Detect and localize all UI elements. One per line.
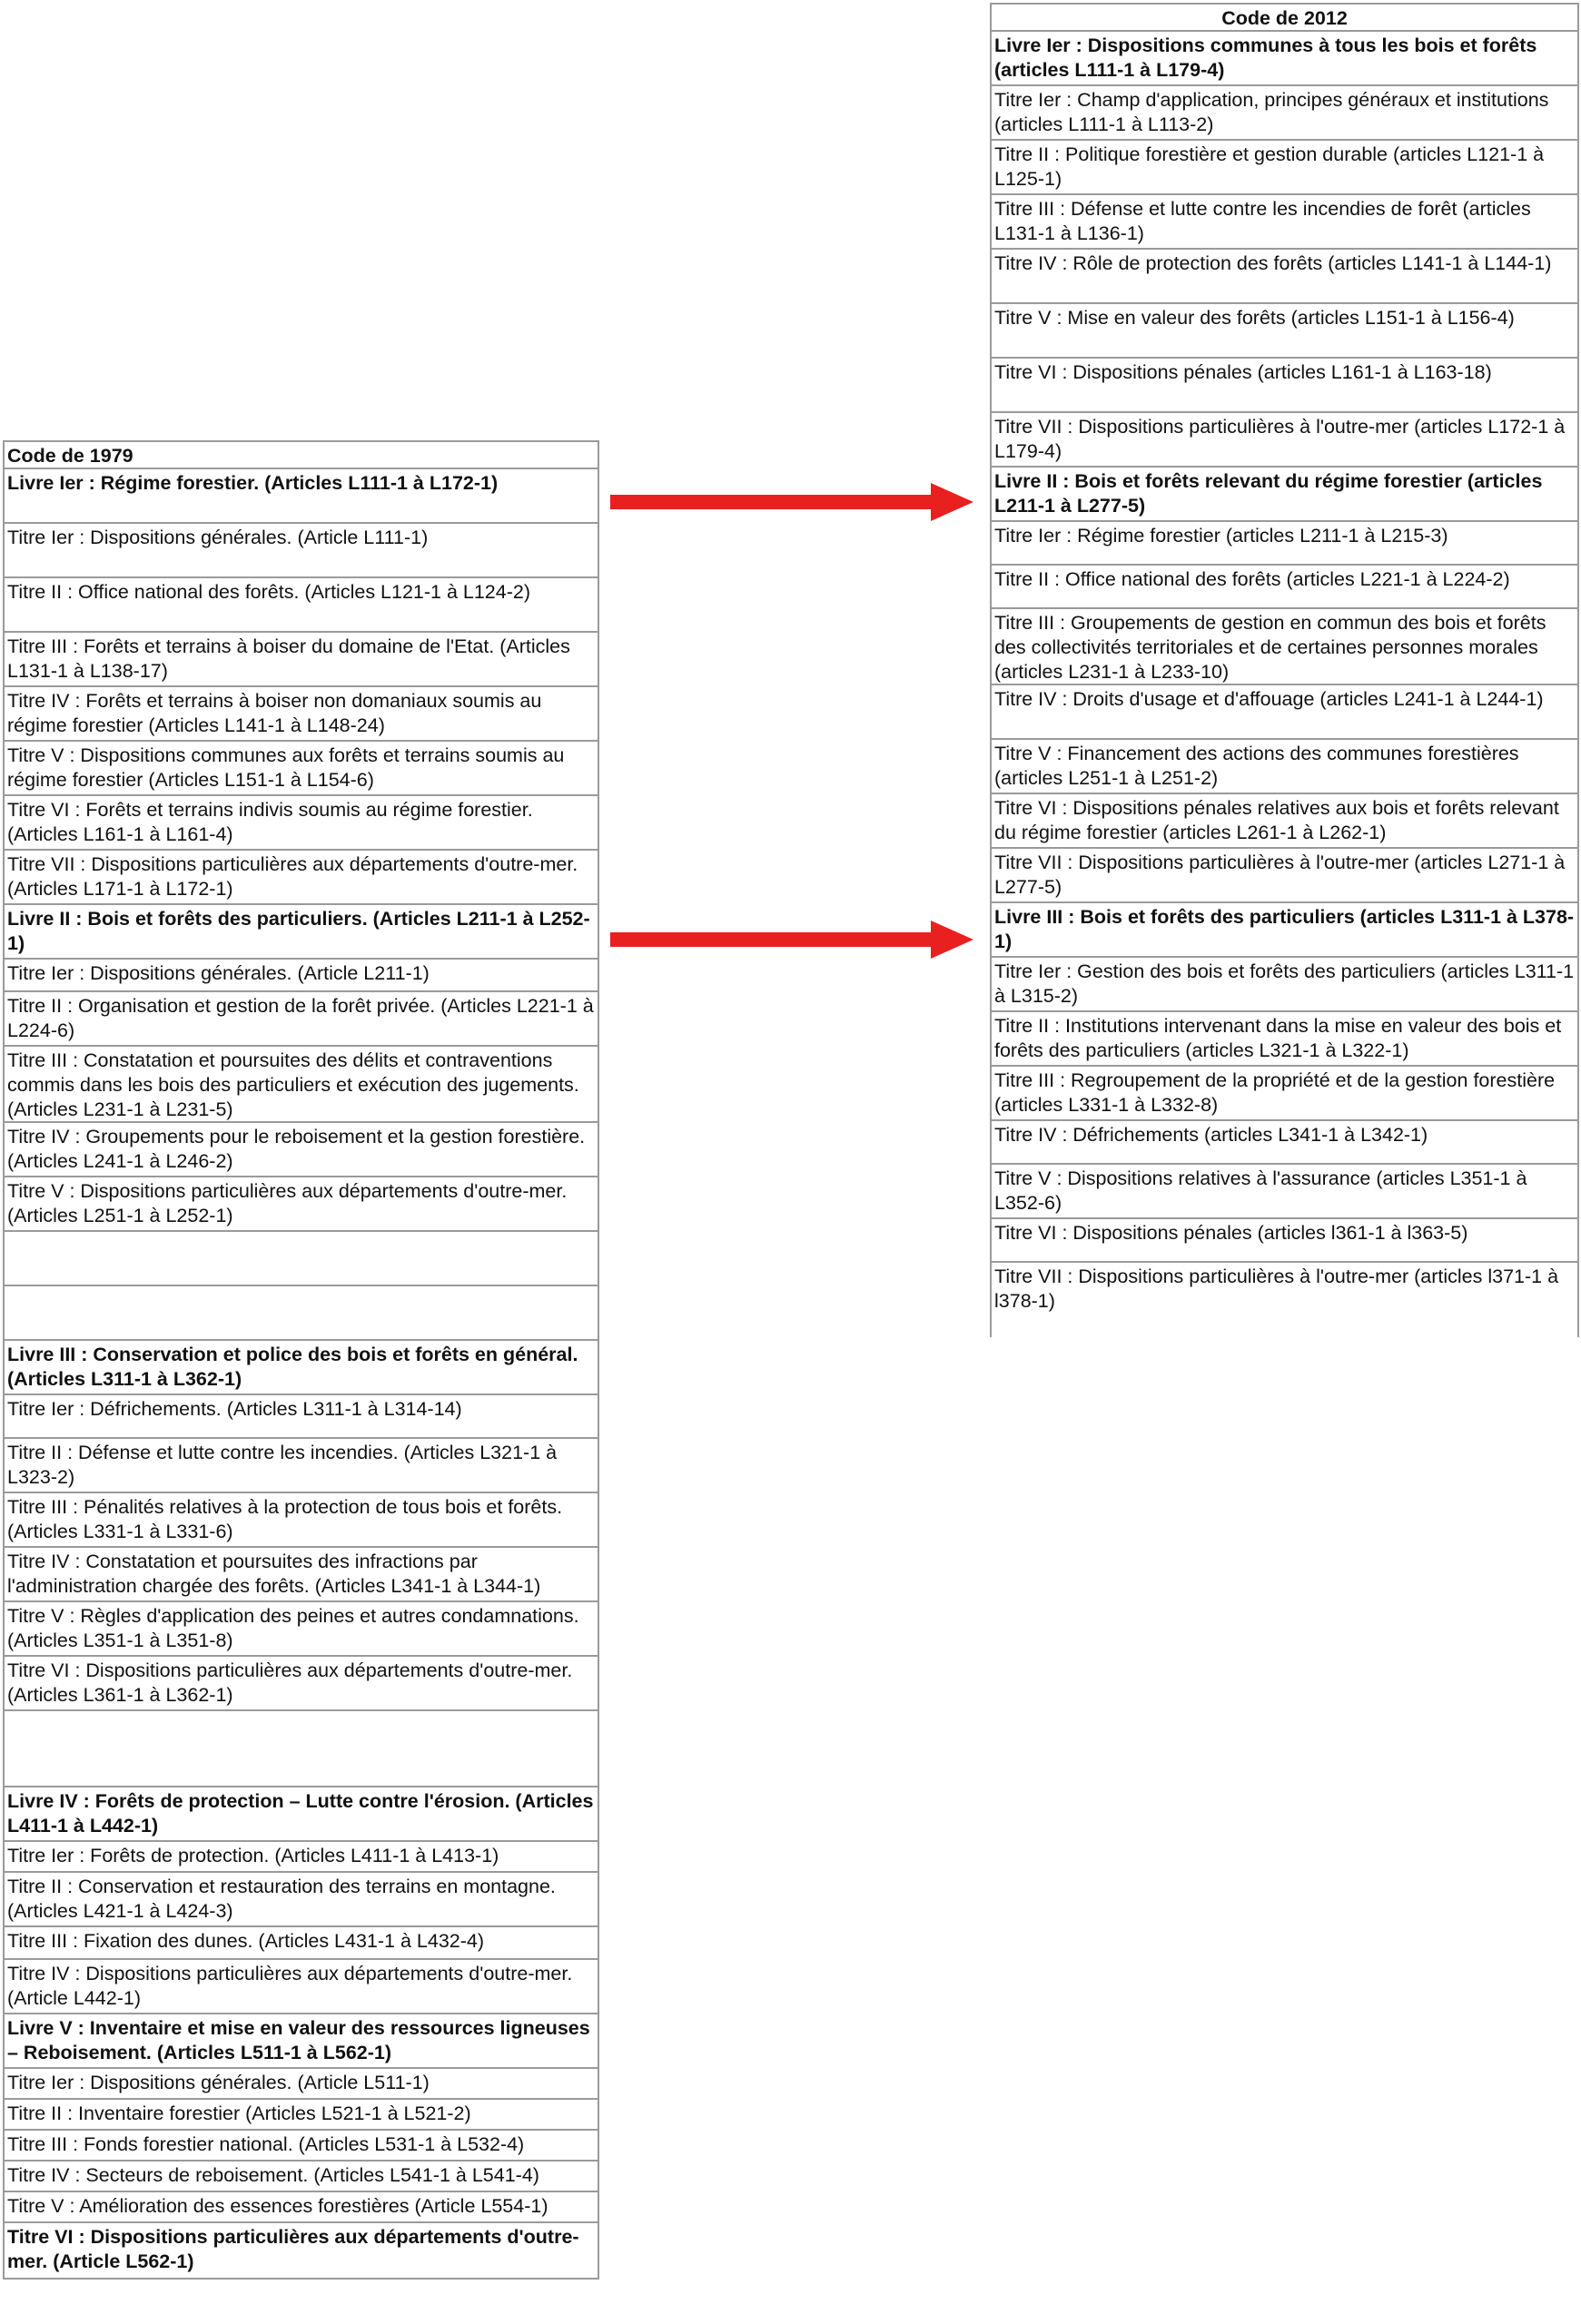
code1979-row-titre-iv-forets: Titre IV : Forêts et terrains à boiser non domaniaux soumis au régime forestier (Articles L141-1 à L148-24) [5, 687, 598, 742]
code1979-row-empty [5, 1232, 598, 1286]
code2012-row-titre-iii-groupements: Titre III : Groupements de gestion en commun des bois et forêts des collectivités territoriales et de certaines personnes morales (articles L231-1 à L233-10) [992, 609, 1577, 685]
code1979-row-titre-v-amelioration: Titre V : Amélioration des essences forestières (Article L554-1) [5, 2192, 598, 2223]
code1979-row-titre-iv-groupements: Titre IV : Groupements pour le reboisement et la gestion forestière. (Articles L241-1 à L246-2) [5, 1123, 598, 1177]
code2012-heading-livre-ii-bois: Livre II : Bois et forêts relevant du régime forestier (articles L211-1 à L277-5) [992, 468, 1577, 522]
code1979-row-titre-iii-constatation: Titre III : Constatation et poursuites des délits et contraventions commis dans les bois des particuliers et exécution des jugements. (Articles L231-1 à L231-5) [5, 1047, 598, 1123]
code1979-row-titre-ii-inventaire: Titre II : Inventaire forestier (Articles L521-1 à L521-2) [5, 2100, 598, 2131]
code2012-row-titre-ier-gestion: Titre Ier : Gestion des bois et forêts des particuliers (articles L311-1 à L315-2) [992, 958, 1577, 1012]
code1979-row-titre-iv-dispositions: Titre IV : Dispositions particulières aux départements d'outre-mer. (Article L442-1) [5, 1960, 598, 2014]
code1979-row-titre-vii-dispositions: Titre VII : Dispositions particulières aux départements d'outre-mer. (Articles L171-1 à L172-1) [5, 851, 598, 905]
code2012-row-titre-ier-regime: Titre Ier : Régime forestier (articles L211-1 à L215-3) [992, 522, 1577, 566]
code1979-heading-livre-ii-bois: Livre II : Bois et forêts des particuliers. (Articles L211-1 à L252-1) [5, 905, 598, 960]
code2012-row-titre-vii-dispositions: Titre VII : Dispositions particulières à l'outre-mer (articles L172-1 à L179-4) [992, 413, 1577, 468]
code1979-row-titre-ii-defense: Titre II : Défense et lutte contre les incendies. (Articles L321-1 à L323-2) [5, 1439, 598, 1493]
code2012-row-titre-ii-office: Titre II : Office national des forêts (articles L221-1 à L224-2) [992, 566, 1577, 609]
code2012-row-titre-iv-droits: Titre IV : Droits d'usage et d'affouage (articles L241-1 à L244-1) [992, 685, 1577, 740]
code2012-row-titre-vii-dispositions: Titre VII : Dispositions particulières à l'outre-mer (articles L271-1 à L277-5) [992, 849, 1577, 903]
code2012-row-titre-vi-dispositions: Titre VI : Dispositions pénales (articles L161-1 à L163-18) [992, 359, 1577, 413]
code2012-row-titre-iii-defense: Titre III : Défense et lutte contre les incendies de forêt (articles L131-1 à L136-1) [992, 195, 1577, 250]
code1979-heading-livre-v-inventaire: Livre V : Inventaire et mise en valeur des ressources ligneuses – Reboisement. (Articles L511-1 à L562-1) [5, 2014, 598, 2069]
code1979-row-titre-ii-office: Titre II : Office national des forêts. (Articles L121-1 à L124-2) [5, 578, 598, 633]
code1979-row-titre-ier-forets: Titre Ier : Forêts de protection. (Articles L411-1 à L413-1) [5, 1842, 598, 1873]
code1979-row-titre-ier-dispositions: Titre Ier : Dispositions générales. (Article L511-1) [5, 2069, 598, 2100]
code2012-row-titre-v-dispositions: Titre V : Dispositions relatives à l'assurance (articles L351-1 à L352-6) [992, 1165, 1577, 1219]
code1979-row-titre-vi-forets: Titre VI : Forêts et terrains indivis soumis au régime forestier. (Articles L161-1 à L161-4) [5, 796, 598, 851]
code1979-row-titre-ier-dispositions: Titre Ier : Dispositions générales. (Article L111-1) [5, 524, 598, 578]
code1979-row-titre-iv-secteurs: Titre IV : Secteurs de reboisement. (Articles L541-1 à L541-4) [5, 2162, 598, 2192]
code1979-row-titre-ii-organisation: Titre II : Organisation et gestion de la forêt privée. (Articles L221-1 à L224-6) [5, 992, 598, 1047]
code1979-row-titre-v-dispositions: Titre V : Dispositions communes aux forêts et terrains soumis au régime forestier (Articles L151-1 à L154-6) [5, 742, 598, 796]
code2012-row-titre-ier-champ: Titre Ier : Champ d'application, principes généraux et institutions (articles L111-1 à L113-2) [992, 86, 1577, 141]
code1979-row-titre-iv-constatation: Titre IV : Constatation et poursuites des infractions par l'administration chargée des forêts. (Articles L341-1 à L344-1) [5, 1548, 598, 1602]
code1979-row-empty [5, 1286, 598, 1341]
code2012-row-titre-ii-institutions: Titre II : Institutions intervenant dans la mise en valeur des bois et forêts des particuliers (articles L321-1 à L322-1) [992, 1012, 1577, 1067]
code1979-heading-code-de-1979: Code de 1979 [5, 442, 598, 469]
code2012-row-titre-v-mise: Titre V : Mise en valeur des forêts (articles L151-1 à L156-4) [992, 304, 1577, 359]
code2012-row-titre-iii-regroupement: Titre III : Regroupement de la propriété et de la gestion forestière (articles L331-1 à L332-8) [992, 1067, 1577, 1121]
code2012-row-titre-vi-dispositions: Titre VI : Dispositions pénales (articles l361-1 à l363-5) [992, 1219, 1577, 1263]
code1979-row-titre-iii-penalites: Titre III : Pénalités relatives à la protection de tous bois et forêts. (Articles L331-1 à L331-6) [5, 1493, 598, 1548]
code1979-heading-livre-iii-conservation: Livre III : Conservation et police des bois et forêts en général. (Articles L311-1 à L362-1) [5, 1341, 598, 1395]
code1979-row-titre-iii-fixation: Titre III : Fixation des dunes. (Articles L431-1 à L432-4) [5, 1927, 598, 1960]
code2012-heading-code-de-2012: Code de 2012 [992, 5, 1577, 32]
code2012-row-titre-iv-role: Titre IV : Rôle de protection des forêts (articles L141-1 à L144-1) [992, 250, 1577, 304]
arrow-livre2-to-livre3 [610, 921, 973, 959]
code2012-heading-livre-iii-bois: Livre III : Bois et forêts des particuliers (articles L311-1 à L378-1) [992, 903, 1577, 958]
code1979-row-titre-ier-defrichements: Titre Ier : Défrichements. (Articles L311-1 à L314-14) [5, 1395, 598, 1439]
code1979-row-titre-vi-dispositions: Titre VI : Dispositions particulières aux départements d'outre-mer. (Articles L361-1 à L362-1) [5, 1657, 598, 1711]
code1979-heading-livre-iv-forets: Livre IV : Forêts de protection – Lutte contre l'érosion. (Articles L411-1 à L442-1) [5, 1787, 598, 1842]
code1979-row-empty [5, 1711, 598, 1787]
arrow-livre1-to-livre2 [610, 483, 973, 521]
code1979-row-titre-iii-forets: Titre III : Forêts et terrains à boiser du domaine de l'Etat. (Articles L131-1 à L138-17) [5, 633, 598, 687]
code2012-row-titre-v-financement: Titre V : Financement des actions des communes forestières (articles L251-1 à L251-2) [992, 740, 1577, 794]
code1979-row-titre-v-regles: Titre V : Règles d'application des peines et autres condamnations. (Articles L351-1 à L351-8) [5, 1602, 598, 1657]
code1979-row-titre-v-dispositions: Titre V : Dispositions particulières aux départements d'outre-mer. (Articles L251-1 à L252-1) [5, 1177, 598, 1232]
code1979-heading-titre-vi-dispositions: Titre VI : Dispositions particulières aux départements d'outre-mer. (Article L562-1) [7, 2226, 579, 2272]
code1979-heading-livre-ier-regime: Livre Ier : Régime forestier. (Articles L111-1 à L172-1) [5, 469, 598, 524]
code-2012-table [990, 3, 1579, 1337]
code1979-row-titre-iii-fonds: Titre III : Fonds forestier national. (Articles L531-1 à L532-4) [5, 2131, 598, 2162]
code2012-row-titre-vii-dispositions: Titre VII : Dispositions particulières à l'outre-mer (articles l371-1 à l378-1) [994, 1265, 1559, 1312]
code1979-row-titre-ier-dispositions: Titre Ier : Dispositions générales. (Article L211-1) [5, 960, 598, 992]
code-1979-table [3, 440, 599, 2280]
code2012-row-titre-iv-defrichements: Titre IV : Défrichements (articles L341-1 à L342-1) [992, 1121, 1577, 1165]
code1979-row-titre-ii-conservation: Titre II : Conservation et restauration des terrains en montagne. (Articles L421-1 à L424-3) [5, 1873, 598, 1927]
code2012-row-titre-vi-dispositions: Titre VI : Dispositions pénales relatives aux bois et forêts relevant du régime forestier (articles L261-1 à L262-1) [992, 794, 1577, 849]
code2012-row-titre-ii-politique: Titre II : Politique forestière et gestion durable (articles L121-1 à L125-1) [992, 141, 1577, 195]
code2012-heading-livre-ier-dispositions: Livre Ier : Dispositions communes à tous les bois et forêts (articles L111-1 à L179-4) [992, 32, 1577, 86]
